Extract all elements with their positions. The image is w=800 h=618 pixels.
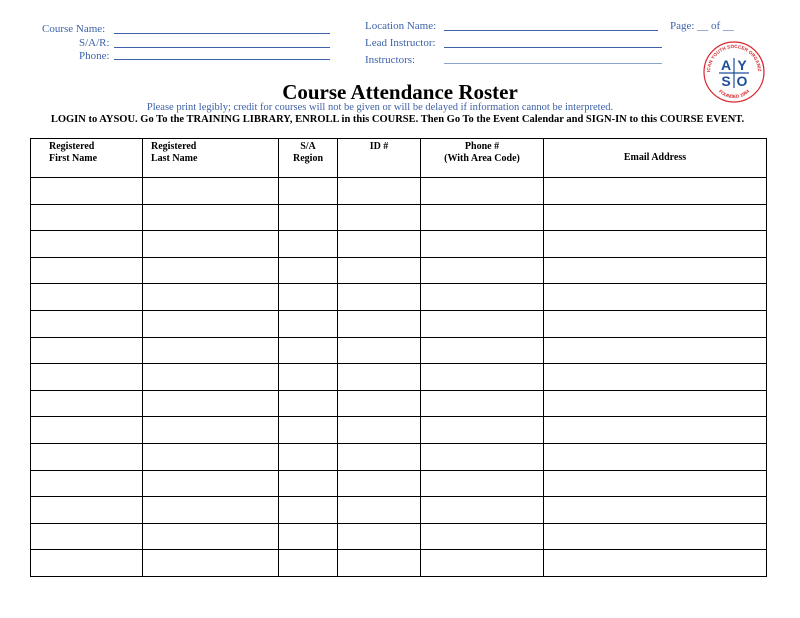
logo-letter-s: S [721,73,731,89]
cell-phone[interactable] [421,178,544,205]
col-header-phone: Phone # (With Area Code) [421,139,544,178]
cell-phone[interactable] [421,417,544,444]
table-row [31,284,767,311]
col-header-region: S/A Region [279,139,338,178]
cell-id[interactable] [338,523,421,550]
cell-region[interactable] [279,337,338,364]
cell-last-name[interactable] [143,443,279,470]
cell-last-name[interactable] [143,178,279,205]
cell-region[interactable] [279,417,338,444]
cell-last-name[interactable] [143,204,279,231]
col-header-id: ID # [338,139,421,178]
logo-letter-a: A [720,57,732,73]
cell-phone[interactable] [421,443,544,470]
cell-email[interactable] [544,310,767,337]
cell-phone[interactable] [421,497,544,524]
table-row [31,443,767,470]
logo-letter-y: Y [737,57,747,73]
cell-first-name[interactable] [31,390,143,417]
table-row [31,390,767,417]
cell-id[interactable] [338,337,421,364]
cell-region[interactable] [279,550,338,577]
instructors-field[interactable] [444,63,662,64]
table-row [31,523,767,550]
logo-founded-text: FOUNDED 1964 [717,88,751,100]
cell-first-name[interactable] [31,310,143,337]
cell-region[interactable] [279,390,338,417]
cell-phone[interactable] [421,364,544,391]
cell-region[interactable] [279,443,338,470]
cell-email[interactable] [544,443,767,470]
location-name-label: Location Name: [365,20,437,32]
cell-phone[interactable] [421,523,544,550]
attendance-roster-table [30,138,767,577]
cell-phone[interactable] [421,257,544,284]
cell-email[interactable] [544,364,767,391]
cell-region[interactable] [279,470,338,497]
cell-first-name[interactable] [31,523,143,550]
lead-instructor-field[interactable] [444,47,662,48]
cell-last-name[interactable] [143,497,279,524]
table-row [31,310,767,337]
table-row [31,364,767,391]
login-instructions: LOGIN to AYSOU. Go To the TRAINING LIBRARY, ENROLL in this COURSE. Then Go To the Event Calendar and SIGN-IN to this COURSE EVENT. [50,114,745,125]
logo-ring-text: ICAN YOUTH SOCCER ORGANIZ [705,43,763,73]
col-header-email: Email Address [544,139,767,178]
cell-id[interactable] [338,231,421,258]
cell-last-name[interactable] [143,417,279,444]
cell-region[interactable] [279,497,338,524]
cell-email[interactable] [544,390,767,417]
roster-body [31,178,767,577]
cell-email[interactable] [544,337,767,364]
table-row [31,204,767,231]
cell-id[interactable] [338,178,421,205]
cell-last-name[interactable] [143,550,279,577]
course-name-label: Course Name: [42,23,106,35]
sar-label: S/A/R: [79,37,110,49]
cell-first-name[interactable] [31,231,143,258]
cell-last-name[interactable] [143,231,279,258]
cell-last-name[interactable] [143,284,279,311]
cell-id[interactable] [338,257,421,284]
cell-email[interactable] [544,470,767,497]
cell-region[interactable] [279,523,338,550]
cell-first-name[interactable] [31,178,143,205]
cell-region[interactable] [279,231,338,258]
cell-phone[interactable] [421,310,544,337]
cell-id[interactable] [338,204,421,231]
cell-email[interactable] [544,178,767,205]
roster-header-row [31,139,767,178]
cell-last-name[interactable] [143,337,279,364]
cell-id[interactable] [338,443,421,470]
page-title: Course Attendance Roster [282,80,518,104]
cell-id[interactable] [338,364,421,391]
cell-email[interactable] [544,523,767,550]
phone-field[interactable] [114,59,330,60]
course-name-field[interactable] [114,33,330,34]
logo-letter-o: O [736,73,748,89]
page-counter: Page: __ of __ [670,20,734,32]
legibility-note: Please print legibly; credit for courses will not be given or will be delayed if information cannot be interpreted. [146,102,614,113]
cell-phone[interactable] [421,284,544,311]
cell-id[interactable] [338,417,421,444]
cell-email[interactable] [544,231,767,258]
cell-id[interactable] [338,284,421,311]
cell-email[interactable] [544,257,767,284]
sar-field[interactable] [114,47,330,48]
cell-phone[interactable] [421,204,544,231]
cell-first-name[interactable] [31,470,143,497]
cell-phone[interactable] [421,550,544,577]
cell-email[interactable] [544,497,767,524]
cell-region[interactable] [279,364,338,391]
cell-last-name[interactable] [143,470,279,497]
table-row [31,178,767,205]
cell-email[interactable] [544,550,767,577]
cell-phone[interactable] [421,390,544,417]
table-row [31,337,767,364]
cell-last-name[interactable] [143,390,279,417]
cell-last-name[interactable] [143,310,279,337]
cell-first-name[interactable] [31,497,143,524]
cell-last-name[interactable] [143,364,279,391]
cell-first-name[interactable] [31,284,143,311]
cell-first-name[interactable] [31,337,143,364]
cell-region[interactable] [279,257,338,284]
cell-id[interactable] [338,550,421,577]
table-row [31,257,767,284]
cell-first-name[interactable] [31,443,143,470]
cell-email[interactable] [544,204,767,231]
cell-email[interactable] [544,417,767,444]
cell-first-name[interactable] [31,364,143,391]
table-row [31,470,767,497]
cell-region[interactable] [279,178,338,205]
cell-phone[interactable] [421,337,544,364]
lead-instructor-label: Lead Instructor: [365,37,436,49]
cell-id[interactable] [338,497,421,524]
table-row [31,497,767,524]
table-row [31,231,767,258]
cell-region[interactable] [279,204,338,231]
cell-phone[interactable] [421,231,544,258]
phone-label: Phone: [79,50,110,62]
cell-email[interactable] [544,284,767,311]
cell-first-name[interactable] [31,417,143,444]
cell-last-name[interactable] [143,257,279,284]
cell-first-name[interactable] [31,204,143,231]
col-header-last-name: Registered Last Name [143,139,279,178]
instructors-label: Instructors: [365,54,416,66]
cell-id[interactable] [338,310,421,337]
table-row [31,550,767,577]
cell-last-name[interactable] [143,523,279,550]
location-name-field[interactable] [444,30,658,31]
cell-id[interactable] [338,390,421,417]
cell-id[interactable] [338,470,421,497]
col-header-first-name: Registered First Name [31,139,143,178]
cell-phone[interactable] [421,470,544,497]
cell-region[interactable] [279,310,338,337]
cell-first-name[interactable] [31,257,143,284]
table-row [31,417,767,444]
cell-first-name[interactable] [31,550,143,577]
cell-region[interactable] [279,284,338,311]
